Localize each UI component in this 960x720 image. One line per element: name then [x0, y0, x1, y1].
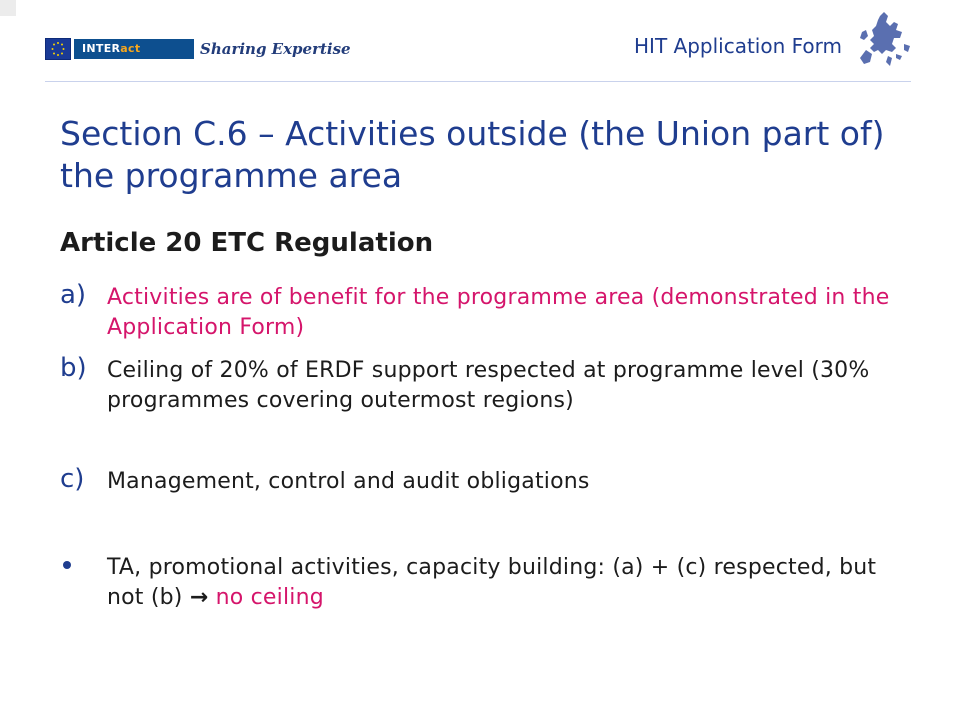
list-marker: a) — [60, 280, 87, 310]
list-item-text: Management, control and audit obligations — [107, 469, 590, 494]
logo-tagline: Sharing Expertise — [200, 40, 351, 58]
corner-mark — [0, 0, 16, 16]
article-heading: Article 20 ETC Regulation — [60, 228, 434, 258]
section-title: Section C.6 – Activities outside (the Union part of) the programme area — [60, 114, 885, 195]
bullet-text: TA, promotional activities, capacity building: (a) + (c) respected, but not (b) → no ceiling — [107, 555, 877, 610]
header-divider — [45, 81, 911, 82]
interact-wordmark: INTERact — [74, 39, 194, 59]
europe-map-icon — [850, 10, 916, 74]
bullet-item — [60, 553, 920, 613]
list-item-text: Ceiling of 20% of ERDF support respected at programme level (30% programmes covering outermost regions) — [107, 358, 870, 413]
list-marker: b) — [60, 353, 87, 383]
list-marker: c) — [60, 464, 85, 494]
list-item-b — [60, 353, 920, 416]
right-arrow-icon: → — [189, 585, 209, 610]
list-item-a — [60, 280, 920, 343]
bullet-dot-icon — [63, 561, 71, 569]
no-ceiling-highlight: no ceiling — [215, 585, 324, 610]
list-item-c — [60, 464, 920, 497]
list-item-text: Activities are of benefit for the programme area (demonstrated in the Application Form) — [107, 285, 890, 340]
header-title: HIT Application Form — [634, 34, 842, 58]
interact-logo — [45, 38, 351, 60]
eu-flag-icon — [45, 38, 71, 60]
